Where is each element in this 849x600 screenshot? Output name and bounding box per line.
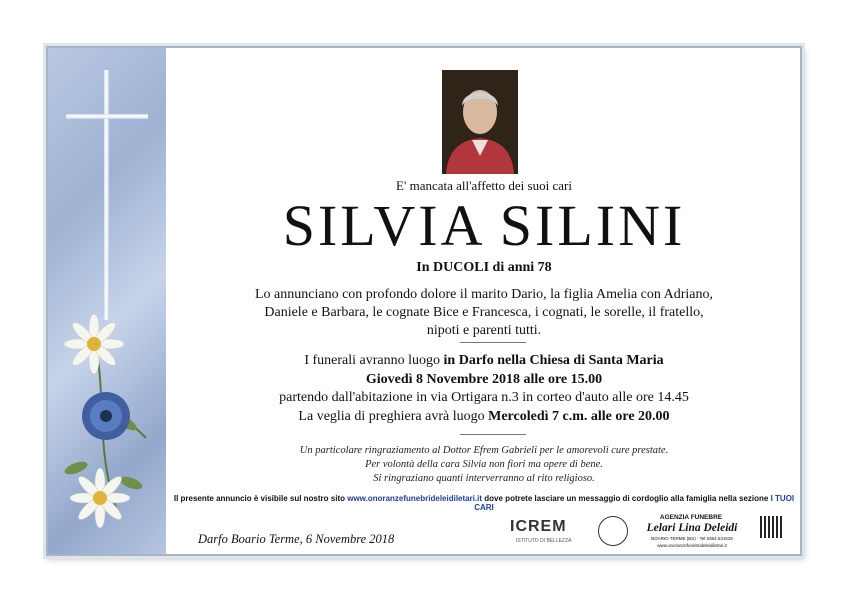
vigil-text: La veglia di preghiera avrà luogo — [298, 408, 489, 424]
decorative-sidebar — [48, 48, 166, 554]
footer-logos — [510, 512, 790, 552]
divider — [460, 342, 526, 343]
funeral-line-text: I funerali avranno luogo — [304, 353, 444, 368]
notice-text: Il presente annuncio è visibile sul nostro sito — [173, 494, 348, 503]
vigil-date: Mercoledì 7 c.m. alle ore 20.00 — [488, 408, 670, 424]
cross-icon — [104, 70, 109, 320]
funeral-line — [166, 352, 802, 371]
portrait-icon — [442, 70, 518, 174]
flowers-icon — [56, 308, 166, 548]
portrait-photo — [442, 70, 518, 174]
thanks-line: Per volontà della cara Silvia non fiori ma opere di bene. — [365, 459, 603, 470]
agency-name: Lelari Lina Deleidi — [646, 522, 738, 534]
agency-website: www.onoranzefunebrideleidiletari.it — [657, 543, 727, 548]
thanks-line: Si ringraziano quanti interverranno al rito religioso. — [373, 473, 595, 484]
qr-code-icon[interactable] — [760, 516, 782, 538]
funeral-location: in Darfo nella Chiesa di Santa Maria — [443, 353, 664, 368]
icrem-tagline: ISTITUTO DI BELLEZZA — [516, 538, 572, 544]
agency-title: AGENZIA FUNEBRE — [659, 514, 723, 521]
thanks-line: Un particolare ringraziamento al Dottor Efrem Gabrieli per le amorevoli cure prestate. — [299, 445, 669, 456]
section-link[interactable]: I TUOI CARI — [474, 494, 795, 512]
announcement-text — [166, 286, 802, 340]
agency-logo-icon — [598, 516, 628, 546]
announcement-line: Daniele e Barbara, le cognate Bice e Francesca, i cognati, le sorelle, il fratello, — [264, 305, 704, 320]
cross-icon-arm — [66, 114, 148, 119]
funeral-procession: partendo dall'abitazione in via Ortigara n.3 in corteo d'auto alle ore 14.45 — [279, 390, 689, 405]
website-notice — [166, 494, 802, 512]
maiden-name-age: In DUCOLI di anni 78 — [416, 260, 552, 275]
funeral-details — [166, 352, 802, 426]
funeral-date-text: Giovedì 8 Novembre 2018 alle ore 15.00 — [365, 371, 603, 387]
intro-text: E' mancata all'affetto dei suoi cari — [396, 178, 572, 193]
funeral-date — [166, 371, 802, 390]
agency-address: BOARIO TERME (BS) - Tel 0364.531526 — [651, 536, 733, 541]
icrem-logo: ICREM — [510, 518, 567, 535]
website-link[interactable]: www.onoranzefunebrideleidiletari.it — [347, 494, 483, 503]
obituary-card — [46, 46, 802, 556]
announcement-line: Lo annunciano con profondo dolore il marito Dario, la figlia Amelia con Adriano, — [255, 287, 713, 302]
vigil-line — [166, 408, 802, 427]
place-date: Darfo Boario Terme, 6 Novembre 2018 — [198, 532, 395, 546]
notice-text: dove potrete lasciare un messaggio di cordoglio alla famiglia nella sezione — [482, 494, 771, 503]
deceased-name: SILVIA SILINI — [282, 193, 686, 258]
thanks-text — [166, 444, 802, 486]
announcement-line: nipoti e parenti tutti. — [426, 323, 542, 338]
divider — [460, 434, 526, 435]
